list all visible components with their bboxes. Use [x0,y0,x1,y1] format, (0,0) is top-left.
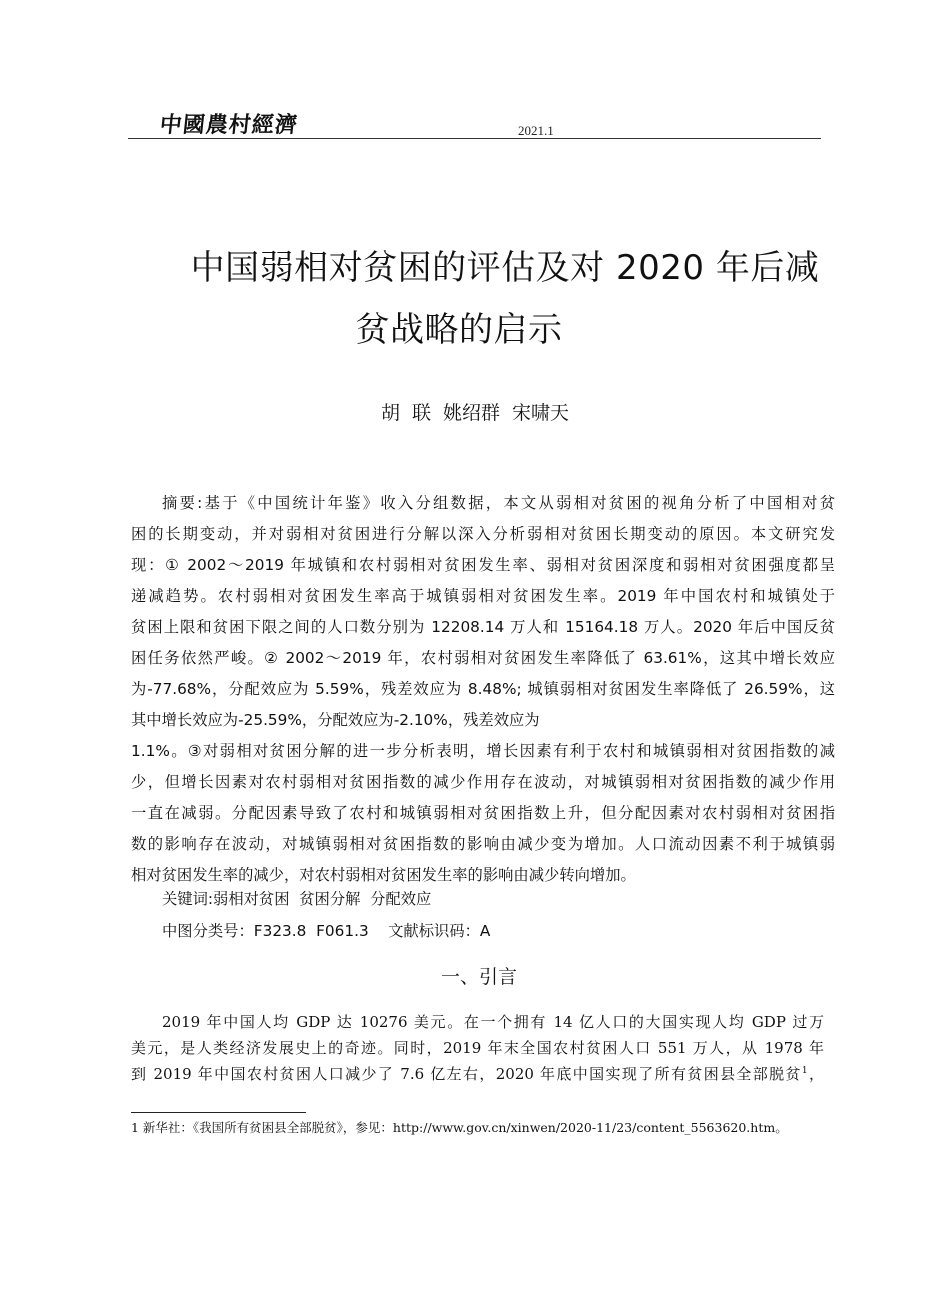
intro-line-3 [131,1061,824,1087]
abstract-line: 一直在减弱。分配因素导致了农村和城镇弱相对贫困指数上升，但分配因素对农村弱相对贫困指 [131,804,835,822]
footnote-marker[interactable]: 1 [801,1066,808,1076]
abstract [131,488,835,891]
abstract-line: 现：① 2002～2019 年城镇和农村弱相对贫困发生率、弱相对贫困深度和弱相对贫困强度都呈 [131,556,835,574]
intro-line-text: 到 2019 年中国农村贫困人口减少了 7.6 亿左右，2020 年底中国实现了所有贫困县全部脱贫 [131,1065,802,1083]
abstract-line: 摘要:基于《中国统计年鉴》收入分组数据，本文从弱相对贫困的视角分析了中国相对贫 [162,494,835,512]
intro-line: 美元，是人类经济发展史上的奇迹。同时，2019 年末全国农村贫困人口 551 万人，从 1978 年 [131,1039,824,1057]
article-title-line-1: 中国弱相对贫困的评估及对 2020 年后减 [190,248,820,288]
classification-codes: 中图分类号：F323.8 F061.3 文献标识码：A [162,922,491,940]
abstract-line: 1.1%。③对弱相对贫困分解的进一步分析表明，增长因素有利于农村和城镇弱相对贫困指数的减 [131,742,835,760]
author-list: 胡 联 姚绍群 宋啸天 [380,402,570,424]
abstract-line: 递减趋势。农村弱相对贫困发生率高于城镇弱相对贫困发生率。2019 年中国农村和城镇处于 [131,587,835,605]
abstract-line: 为-77.68%，分配效应为 5.59%，残差效应为 8.48%; 城镇弱相对贫困发生率降低了 26.59%，这 [131,680,835,698]
footnote-divider [131,1112,306,1113]
issue-number: 2021.1 [518,123,554,138]
section-heading: 一、引言 [440,966,517,988]
intro-line: 2019 年中国人均 GDP 达 10276 美元。在一个拥有 14 亿人口的大国实现人均 GDP 过万 [162,1013,824,1031]
abstract-line: 少，但增长因素对农村弱相对贫困指数的减少作用存在波动，对城镇弱相对贫困指数的减少作用 [131,773,835,791]
abstract-line: 相对贫困发生率的减少，对农村弱相对贫困发生率的影响由减少转向增加。 [131,866,636,884]
intro-line-tail: ， [807,1065,824,1083]
abstract-line: 困任务依然严峻。② 2002～2019 年，农村弱相对贫困发生率降低了 63.61%，这其中增长效应 [131,649,835,667]
footnote: 1 新华社：《我国所有贫困县全部脱贫》，参见：http://www.gov.cn/xinwen/2020-11/23/content_5563620.htm。 [131,1120,788,1135]
abstract-line: 数的影响存在波动，对城镇弱相对贫困指数的影响由减少变为增加。人口流动因素不利于城镇弱 [131,835,835,853]
keywords: 关键词:弱相对贫困 贫困分解 分配效应 [162,890,432,908]
abstract-line: 贫困上限和贫困下限之间的人口数分别为 12208.14 万人和 15164.18 万人。2020 年后中国反贫 [131,618,835,636]
running-header [128,104,821,139]
intro-paragraph [131,1009,824,1087]
abstract-line: 其中增长效应为-25.59%，分配效应为-2.10%，残差效应为 [131,711,540,729]
article-title-line-2: 贫战略的启示 [355,310,563,350]
abstract-line: 困的长期变动，并对弱相对贫困进行分解以深入分析弱相对贫困长期变动的原因。本文研究发 [131,525,835,543]
journal-logo: 中國農村經濟 [158,112,300,138]
